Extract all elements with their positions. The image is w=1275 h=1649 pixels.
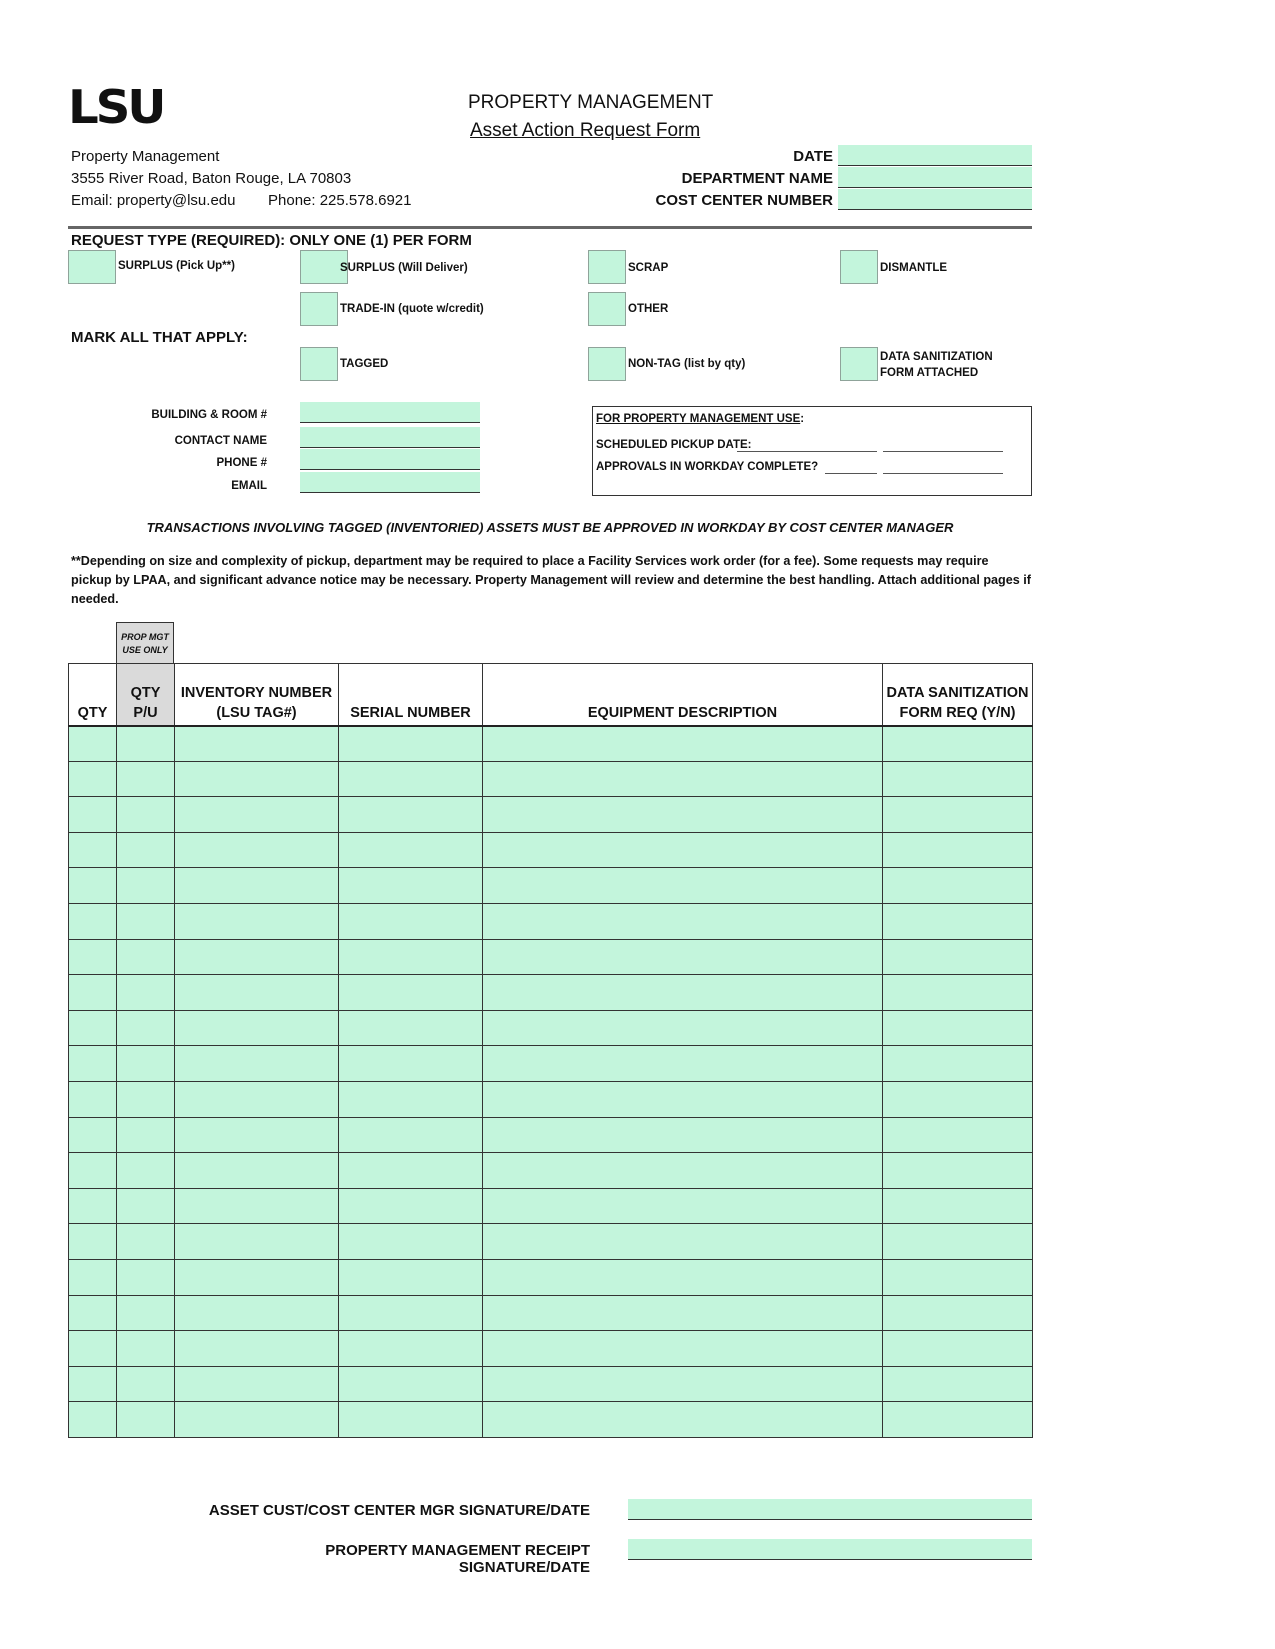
data-sanitization-cell[interactable] (883, 975, 1033, 1011)
serial-number-cell[interactable] (339, 1331, 483, 1367)
equipment-description-cell[interactable] (483, 1366, 883, 1402)
qty-cell[interactable] (69, 939, 117, 975)
data-sanitization-cell[interactable] (883, 1153, 1033, 1189)
serial-number-cell[interactable] (339, 1046, 483, 1082)
lsu-logo: LSU (68, 80, 164, 134)
table-row (69, 1010, 1033, 1046)
contact-phone: Phone: 225.578.6921 (268, 192, 412, 209)
data-sanitization-cell[interactable] (883, 1117, 1033, 1153)
dismantle-checkbox[interactable] (840, 250, 878, 284)
email-label: EMAIL (231, 480, 267, 492)
other-checkbox[interactable] (588, 292, 626, 326)
inventory-number-cell[interactable] (175, 868, 339, 904)
inventory-number-cell[interactable] (175, 1366, 339, 1402)
qty-cell[interactable] (69, 1117, 117, 1153)
qty-cell[interactable] (69, 1366, 117, 1402)
qty-cell[interactable] (69, 1402, 117, 1438)
qty-pu-cell[interactable] (117, 1046, 175, 1082)
surplus-pickup-checkbox[interactable] (68, 250, 116, 284)
serial-number-cell[interactable] (339, 1010, 483, 1046)
other-label: OTHER (628, 303, 669, 315)
surplus-pickup-label: SURPLUS (Pick Up**) (118, 260, 235, 272)
contact-email: Email: property@lsu.edu (71, 192, 236, 209)
equipment-description-cell[interactable] (483, 832, 883, 868)
equipment-description-cell[interactable] (483, 1295, 883, 1331)
serial-number-cell[interactable] (339, 1224, 483, 1260)
approvals-line-1[interactable] (825, 473, 877, 474)
qty-cell[interactable] (69, 1081, 117, 1117)
qty-pu-cell[interactable] (117, 1259, 175, 1295)
cost-center-label: COST CENTER NUMBER (655, 192, 833, 209)
data-sanitization-checkbox[interactable] (840, 347, 878, 381)
table-row (69, 1188, 1033, 1224)
equipment-description-cell[interactable] (483, 1046, 883, 1082)
data-sanitization-cell[interactable] (883, 1295, 1033, 1331)
equipment-table-body (69, 726, 1033, 1438)
qty-cell[interactable] (69, 726, 117, 762)
data-sanitization-cell[interactable] (883, 1366, 1033, 1402)
data-sanitization-cell[interactable] (883, 1010, 1033, 1046)
qty-pu-cell[interactable] (117, 903, 175, 939)
inventory-number-cell[interactable] (175, 1259, 339, 1295)
contact-address: 3555 River Road, Baton Rouge, LA 70803 (71, 170, 352, 187)
qty-cell[interactable] (69, 903, 117, 939)
inventory-number-cell[interactable] (175, 1331, 339, 1367)
serial-number-cell[interactable] (339, 868, 483, 904)
serial-number-cell[interactable] (339, 975, 483, 1011)
qty-pu-cell[interactable] (117, 1331, 175, 1367)
tagged-checkbox[interactable] (300, 347, 338, 381)
inventory-number-cell[interactable] (175, 797, 339, 833)
mgr-signature-field[interactable] (628, 1499, 1032, 1520)
equipment-description-cell[interactable] (483, 1259, 883, 1295)
table-row (69, 797, 1033, 833)
approvals-line-2[interactable] (883, 473, 1003, 474)
table-row (69, 832, 1033, 868)
col-inventory-number: INVENTORY NUMBER (LSU TAG#) (175, 664, 339, 726)
scrap-label: SCRAP (628, 262, 669, 274)
inventory-number-cell[interactable] (175, 1046, 339, 1082)
table-row (69, 726, 1033, 762)
table-row (69, 1259, 1033, 1295)
equipment-description-cell[interactable] (483, 1188, 883, 1224)
qty-pu-cell[interactable] (117, 1117, 175, 1153)
serial-number-cell[interactable] (339, 1259, 483, 1295)
qty-pu-cell[interactable] (117, 1153, 175, 1189)
phone-field[interactable] (300, 449, 480, 470)
table-row (69, 1295, 1033, 1331)
qty-cell[interactable] (69, 832, 117, 868)
equipment-description-cell[interactable] (483, 1402, 883, 1438)
inventory-number-cell[interactable] (175, 903, 339, 939)
equipment-table (68, 663, 1033, 1438)
equipment-description-cell[interactable] (483, 1010, 883, 1046)
page-title: PROPERTY MANAGEMENT (468, 92, 714, 113)
inventory-number-cell[interactable] (175, 761, 339, 797)
data-sanitization-cell[interactable] (883, 1046, 1033, 1082)
equipment-description-cell[interactable] (483, 797, 883, 833)
inventory-number-cell[interactable] (175, 1010, 339, 1046)
inventory-number-cell[interactable] (175, 975, 339, 1011)
data-sanitization-cell[interactable] (883, 903, 1033, 939)
scheduled-pickup-label: SCHEDULED PICKUP DATE: (596, 439, 752, 451)
equipment-description-cell[interactable] (483, 939, 883, 975)
table-row (69, 1331, 1033, 1367)
serial-number-cell[interactable] (339, 903, 483, 939)
qty-pu-cell[interactable] (117, 726, 175, 762)
equipment-description-cell[interactable] (483, 1224, 883, 1260)
approvals-label: APPROVALS IN WORKDAY COMPLETE? (596, 461, 819, 473)
qty-cell[interactable] (69, 797, 117, 833)
department-label: DEPARTMENT NAME (681, 170, 833, 187)
serial-number-cell[interactable] (339, 1295, 483, 1331)
equipment-description-cell[interactable] (483, 1331, 883, 1367)
qty-pu-cell[interactable] (117, 832, 175, 868)
qty-pu-cell[interactable] (117, 1081, 175, 1117)
serial-number-cell[interactable] (339, 1153, 483, 1189)
table-row (69, 1117, 1033, 1153)
data-sanitization-cell[interactable] (883, 1402, 1033, 1438)
qty-cell[interactable] (69, 1010, 117, 1046)
table-row (69, 868, 1033, 904)
inventory-number-cell[interactable] (175, 1224, 339, 1260)
equipment-description-cell[interactable] (483, 761, 883, 797)
inventory-number-cell[interactable] (175, 726, 339, 762)
equipment-description-cell[interactable] (483, 726, 883, 762)
non-tag-label: NON-TAG (list by qty) (628, 358, 746, 370)
cost-center-field[interactable] (838, 189, 1032, 210)
qty-cell[interactable] (69, 1153, 117, 1189)
scheduled-pickup-line-1[interactable] (737, 451, 877, 452)
data-sanitization-cell[interactable] (883, 832, 1033, 868)
form-subtitle: Asset Action Request Form (470, 120, 701, 141)
trade-in-checkbox[interactable] (300, 292, 338, 326)
qty-pu-cell[interactable] (117, 1295, 175, 1331)
qty-pu-cell[interactable] (117, 761, 175, 797)
inventory-number-cell[interactable] (175, 1295, 339, 1331)
qty-cell[interactable] (69, 1046, 117, 1082)
equipment-description-cell[interactable] (483, 1153, 883, 1189)
inventory-number-cell[interactable] (175, 1402, 339, 1438)
building-label: BUILDING & ROOM # (151, 409, 267, 421)
serial-number-cell[interactable] (339, 1117, 483, 1153)
data-sanitization-cell[interactable] (883, 1188, 1033, 1224)
data-sanitization-cell[interactable] (883, 1259, 1033, 1295)
data-sanitization-cell[interactable] (883, 868, 1033, 904)
contact-name-field[interactable] (300, 427, 480, 448)
table-row (69, 903, 1033, 939)
equipment-description-cell[interactable] (483, 1117, 883, 1153)
qty-pu-cell[interactable] (117, 797, 175, 833)
serial-number-cell[interactable] (339, 726, 483, 762)
tagged-label: TAGGED (340, 358, 389, 370)
qty-cell[interactable] (69, 868, 117, 904)
qty-pu-cell[interactable] (117, 975, 175, 1011)
receipt-signature-label: PROPERTY MANAGEMENT RECEIPT SIGNATURE/DATE (325, 1542, 590, 1576)
equipment-description-cell[interactable] (483, 903, 883, 939)
qty-cell[interactable] (69, 1188, 117, 1224)
inventory-number-cell[interactable] (175, 1117, 339, 1153)
serial-number-cell[interactable] (339, 761, 483, 797)
dismantle-label: DISMANTLE (880, 262, 948, 274)
data-sanitization-cell[interactable] (883, 726, 1033, 762)
qty-cell[interactable] (69, 1224, 117, 1260)
serial-number-cell[interactable] (339, 1081, 483, 1117)
qty-cell[interactable] (69, 975, 117, 1011)
department-field[interactable] (838, 167, 1032, 188)
table-row (69, 1081, 1033, 1117)
data-sanitization-label-2: FORM ATTACHED (880, 367, 979, 379)
qty-cell[interactable] (69, 1331, 117, 1367)
table-row (69, 1046, 1033, 1082)
qty-pu-cell[interactable] (117, 1010, 175, 1046)
mark-all-heading: MARK ALL THAT APPLY: (71, 329, 248, 346)
building-field[interactable] (300, 402, 480, 423)
serial-number-cell[interactable] (339, 1188, 483, 1224)
col-qty: QTY (69, 664, 117, 726)
table-row (69, 1153, 1033, 1189)
trade-in-label: TRADE-IN (quote w/credit) (340, 303, 484, 315)
data-sanitization-cell[interactable] (883, 1331, 1033, 1367)
col-qty-pu: QTY P/U (117, 664, 175, 726)
non-tag-checkbox[interactable] (588, 347, 626, 381)
inventory-number-cell[interactable] (175, 1081, 339, 1117)
col-equipment-description: EQUIPMENT DESCRIPTION (483, 664, 883, 726)
qty-cell[interactable] (69, 1295, 117, 1331)
qty-pu-cell[interactable] (117, 1366, 175, 1402)
equipment-description-cell[interactable] (483, 868, 883, 904)
inventory-number-cell[interactable] (175, 939, 339, 975)
qty-pu-cell[interactable] (117, 939, 175, 975)
table-row (69, 975, 1033, 1011)
inventory-number-cell[interactable] (175, 1188, 339, 1224)
header-divider (68, 226, 1032, 229)
data-sanitization-cell[interactable] (883, 939, 1033, 975)
equipment-description-cell[interactable] (483, 1081, 883, 1117)
col-serial-number: SERIAL NUMBER (339, 664, 483, 726)
table-row (69, 1402, 1033, 1438)
table-row (69, 1224, 1033, 1260)
qty-cell[interactable] (69, 1259, 117, 1295)
date-field[interactable] (838, 145, 1032, 166)
pm-use-colon: : (800, 413, 805, 425)
surplus-deliver-label: SURPLUS (Will Deliver) (340, 262, 468, 274)
mgr-signature-label: ASSET CUST/COST CENTER MGR SIGNATURE/DATE (208, 1502, 590, 1519)
prop-mgt-use-only-label: PROP MGT USE ONLY (116, 622, 174, 663)
qty-pu-cell[interactable] (117, 1188, 175, 1224)
serial-number-cell[interactable] (339, 1366, 483, 1402)
data-sanitization-cell[interactable] (883, 761, 1033, 797)
contact-org: Property Management (71, 148, 220, 165)
pickup-note: **Depending on size and complexity of pickup, department may be required to place a Facility Services work order (for a fee). Some requests may require pickup by LPAA, and significant advance notice may be necessary. Property Management will review and determine the best handling. Attach additional pages if needed. (71, 554, 1031, 606)
table-header-row (69, 664, 1033, 726)
data-sanitization-cell[interactable] (883, 1224, 1033, 1260)
date-label: DATE (793, 148, 833, 165)
inventory-number-cell[interactable] (175, 1153, 339, 1189)
table-row (69, 939, 1033, 975)
serial-number-cell[interactable] (339, 832, 483, 868)
serial-number-cell[interactable] (339, 797, 483, 833)
data-sanitization-cell[interactable] (883, 797, 1033, 833)
property-management-use-box (592, 406, 1032, 496)
table-row (69, 761, 1033, 797)
scrap-checkbox[interactable] (588, 250, 626, 284)
qty-cell[interactable] (69, 761, 117, 797)
tagged-assets-notice: TRANSACTIONS INVOLVING TAGGED (INVENTORIED) ASSETS MUST BE APPROVED IN WORKDAY BY COST CENTER MANAGER (146, 520, 954, 535)
qty-pu-cell[interactable] (117, 1224, 175, 1260)
scheduled-pickup-line-2[interactable] (883, 451, 1003, 452)
request-type-heading: REQUEST TYPE (REQUIRED): ONLY ONE (1) PER FORM (71, 232, 472, 249)
email-field[interactable] (300, 472, 480, 493)
inventory-number-cell[interactable] (175, 832, 339, 868)
serial-number-cell[interactable] (339, 939, 483, 975)
equipment-description-cell[interactable] (483, 975, 883, 1011)
col-data-sanitization: DATA SANITIZATION FORM REQ (Y/N) (883, 664, 1033, 726)
data-sanitization-label-1: DATA SANITIZATION (880, 351, 993, 363)
qty-pu-cell[interactable] (117, 1402, 175, 1438)
pm-use-heading: FOR PROPERTY MANAGEMENT USE (596, 413, 801, 425)
receipt-signature-field[interactable] (628, 1539, 1032, 1560)
table-row (69, 1366, 1033, 1402)
contact-name-label: CONTACT NAME (174, 435, 267, 447)
data-sanitization-cell[interactable] (883, 1081, 1033, 1117)
qty-pu-cell[interactable] (117, 868, 175, 904)
phone-label: PHONE # (216, 457, 267, 469)
serial-number-cell[interactable] (339, 1402, 483, 1438)
